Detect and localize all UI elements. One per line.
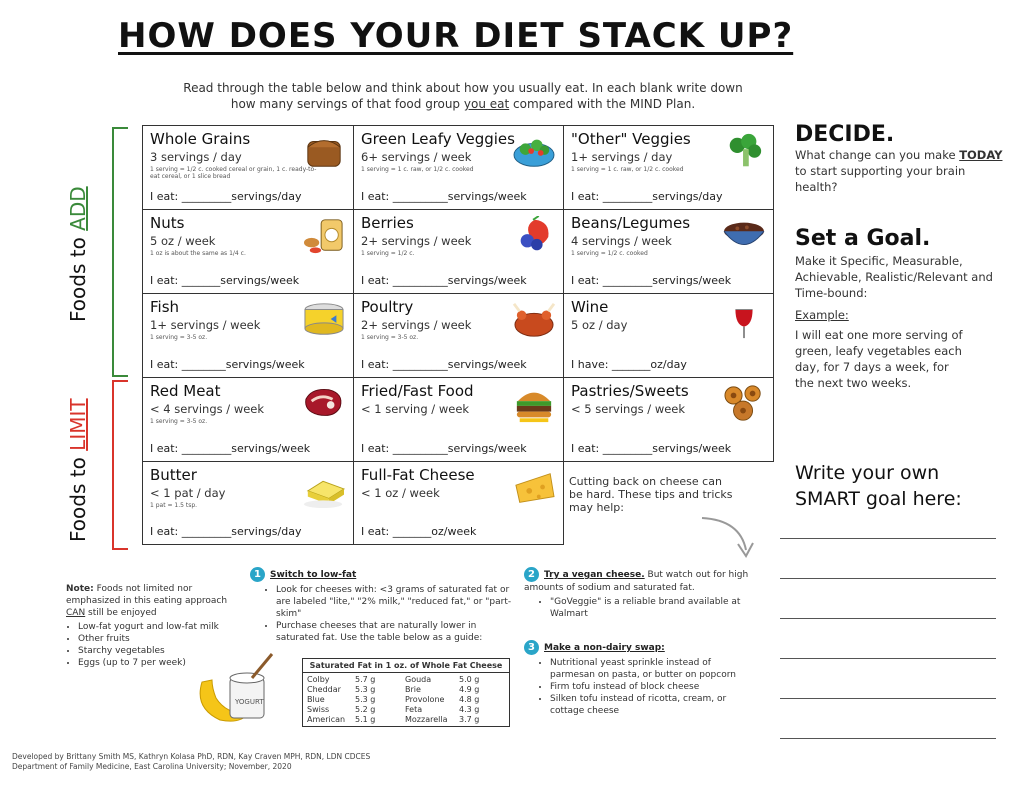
table-header: Saturated Fat in 1 oz. of Whole Fat Cheese xyxy=(303,659,509,673)
cheese-name: Gouda xyxy=(405,675,432,684)
intake-blank[interactable]: I eat: __________servings/week xyxy=(361,190,527,203)
note-item: • Starchy vegetables xyxy=(78,645,236,657)
food-cell xyxy=(142,209,354,294)
cheese-name: Blue xyxy=(307,695,325,704)
intake-blank[interactable]: I eat: _________servings/day xyxy=(571,190,723,203)
food-name: Fried/Fast Food xyxy=(361,382,474,400)
food-cell xyxy=(353,125,564,210)
serving-equivalent: 1 serving = 3-5 oz. xyxy=(150,418,208,425)
food-name: "Other" Veggies xyxy=(571,130,691,148)
intake-blank[interactable]: I eat: _________servings/day xyxy=(150,190,302,203)
cheese-name: Cheddar xyxy=(307,685,341,694)
cheese-name: Brie xyxy=(405,685,421,694)
butter-icon xyxy=(301,468,347,508)
broccoli-icon xyxy=(721,132,767,172)
food-name: Poultry xyxy=(361,298,414,316)
food-cell xyxy=(353,377,564,462)
intake-blank[interactable]: I eat: _________servings/week xyxy=(571,274,732,287)
serving-target: < 1 serving / week xyxy=(361,402,470,416)
serving-target: < 1 pat / day xyxy=(150,486,226,500)
serving-target: 2+ servings / week xyxy=(361,234,472,248)
serving-target: 6+ servings / week xyxy=(361,150,472,164)
sat-fat-value: 4.8 g xyxy=(459,695,480,704)
intake-blank[interactable]: I eat: __________servings/week xyxy=(361,442,527,455)
fish-can-icon xyxy=(301,300,347,340)
intake-blank[interactable]: I eat: ________servings/week xyxy=(150,358,305,371)
goal-line[interactable] xyxy=(780,538,996,539)
food-name: Beans/Legumes xyxy=(571,214,691,232)
page-title: HOW DOES YOUR DIET STACK UP? xyxy=(118,16,794,56)
intake-blank[interactable]: I have: _______oz/day xyxy=(571,358,687,371)
cheese-name: Swiss xyxy=(307,705,330,714)
berries-icon xyxy=(511,216,557,256)
food-grid xyxy=(142,125,774,545)
tip-1: 1 Switch to low-fat • Look for cheeses with: <3 grams of saturated fat or are labeled "lite," "2% milk," "reduced fat," or "part-skim" • Purchase cheeses that are naturally lower in saturated fat. Use the table below as a guide: xyxy=(250,567,518,644)
goal-line[interactable] xyxy=(780,698,996,699)
beans-icon xyxy=(721,216,767,256)
goal-line[interactable] xyxy=(780,738,996,739)
note-item: • Low-fat yogurt and low-fat milk xyxy=(78,621,236,633)
cheese-name: Provolone xyxy=(405,695,445,704)
food-cell xyxy=(142,461,354,545)
example-label: Example: xyxy=(795,308,849,322)
food-cell xyxy=(142,125,354,210)
limit-bracket xyxy=(112,380,128,550)
food-cell xyxy=(142,293,354,378)
goal-text: Make it Specific, Measurable, Achievable, Realistic/Relevant and Time-bound: xyxy=(795,254,993,300)
serving-equivalent: 1 serving = 1/2 c. xyxy=(361,250,415,257)
serving-equivalent: 1 serving = 3-5 oz. xyxy=(361,334,419,341)
sat-fat-value: 5.2 g xyxy=(355,705,376,714)
cheese-name: American xyxy=(307,715,346,724)
food-cell xyxy=(563,293,774,378)
goal-title: Set a Goal. xyxy=(795,226,931,251)
goal-line[interactable] xyxy=(780,618,996,619)
food-cell xyxy=(353,293,564,378)
decide-section xyxy=(795,122,1005,195)
food-name: Full-Fat Cheese xyxy=(361,466,475,484)
food-name: Wine xyxy=(571,298,609,316)
decide-title: DECIDE. xyxy=(795,122,895,147)
pastry-icon xyxy=(721,384,767,424)
saturated-fat-table xyxy=(302,658,510,727)
food-cell xyxy=(563,125,774,210)
tip-number: 2 xyxy=(524,567,539,582)
serving-target: 2+ servings / week xyxy=(361,318,472,332)
tip-3: 3 Make a non-dairy swap: • Nutritional yeast sprinkle instead of parmesan on pasta, or butter on popcorn • Firm tofu instead of block cheese • Silken tofu instead of ricotta, cream, or cottage cheese xyxy=(524,640,749,717)
example-text: I will eat one more serving of green, leafy vegetables each day, for 7 days a week, for the next two weeks. xyxy=(795,328,963,390)
sat-fat-value: 5.7 g xyxy=(355,675,376,684)
food-name: Whole Grains xyxy=(150,130,251,148)
intake-blank[interactable]: I eat: __________servings/week xyxy=(361,274,527,287)
add-bracket xyxy=(112,127,128,377)
goal-line[interactable] xyxy=(780,578,996,579)
write-goal-heading: Write your own SMART goal here: xyxy=(795,462,962,510)
serving-target: < 4 servings / week xyxy=(150,402,265,416)
serving-equivalent: 1 oz is about the same as 1/4 c. xyxy=(150,250,246,257)
serving-target: 1+ servings / day xyxy=(571,150,673,164)
burger-icon xyxy=(511,384,557,424)
goal-line[interactable] xyxy=(780,658,996,659)
cheese-name: Mozzarella xyxy=(405,715,448,724)
serving-target: 4 servings / week xyxy=(571,234,672,248)
foods-to-limit-label: Foods to LIMIT xyxy=(66,398,90,542)
food-cell xyxy=(563,209,774,294)
serving-target: 5 oz / week xyxy=(150,234,216,248)
food-name: Butter xyxy=(150,466,197,484)
food-name: Nuts xyxy=(150,214,185,232)
nuts-icon xyxy=(301,216,347,256)
serving-target: < 1 oz / week xyxy=(361,486,440,500)
serving-equivalent: 1 serving = 1/2 c. cooked cereal or grain, 1 c. ready-to-eat cereal, or 1 slice bread xyxy=(150,166,317,180)
food-name: Berries xyxy=(361,214,414,232)
decide-text: What change can you make TODAY to start supporting your brain health? xyxy=(795,148,1003,194)
intake-blank[interactable]: I eat: _________servings/day xyxy=(150,525,302,538)
intake-blank[interactable]: I eat: _________servings/week xyxy=(150,442,311,455)
serving-target: 5 oz / day xyxy=(571,318,628,332)
intake-blank[interactable]: I eat: __________servings/week xyxy=(361,358,527,371)
wine-icon xyxy=(721,300,767,340)
serving-equivalent: 1 serving = 3-5 oz. xyxy=(150,334,208,341)
tip-number: 3 xyxy=(524,640,539,655)
credit: Developed by Brittany Smith MS, Kathryn Kolasa PhD, RDN, Kay Craven MPH, RDN, LDN CDCES Department of Family Medicine, East Carolina University; November, 2020 xyxy=(12,752,371,771)
food-cell xyxy=(142,377,354,462)
cheese-tip-text: Cutting back on cheese can be hard. These tips and tricks may help: xyxy=(569,475,733,514)
food-cell xyxy=(353,461,564,545)
intake-blank[interactable]: I eat: _________servings/week xyxy=(571,442,732,455)
sat-fat-value: 5.0 g xyxy=(459,675,480,684)
sat-fat-value: 5.1 g xyxy=(355,715,376,724)
svg-text:YOGURT: YOGURT xyxy=(235,698,264,706)
intro-text: Read through the table below and think about how you usually eat. In each blank write down how many servings of that food group you eat compared with the MIND Plan. xyxy=(183,81,743,111)
food-name: Fish xyxy=(150,298,180,316)
intake-blank[interactable]: I eat: _______servings/week xyxy=(150,274,300,287)
arrow-icon xyxy=(700,500,760,562)
sat-fat-value: 3.7 g xyxy=(459,715,480,724)
serving-equivalent: 1 serving = 1 c. raw, or 1/2 c. cooked xyxy=(571,166,684,173)
serving-equivalent: 1 serving = 1 c. raw, or 1/2 c. cooked xyxy=(361,166,474,173)
sat-fat-value: 5.3 g xyxy=(355,695,376,704)
serving-equivalent: 1 pat = 1.5 tsp. xyxy=(150,502,198,509)
food-name: Pastries/Sweets xyxy=(571,382,689,400)
serving-target: 1+ servings / week xyxy=(150,318,261,332)
yogurt-banana-icon xyxy=(190,652,280,724)
food-cell xyxy=(353,209,564,294)
turkey-icon xyxy=(511,300,557,340)
note-item: • Other fruits xyxy=(78,633,236,645)
intake-blank[interactable]: I eat: _______oz/week xyxy=(361,525,477,538)
goal-section xyxy=(795,226,1005,391)
food-cell xyxy=(563,377,774,462)
sat-fat-value: 4.9 g xyxy=(459,685,480,694)
bread-icon xyxy=(301,132,347,172)
salad-icon xyxy=(511,132,557,172)
cheese-icon xyxy=(511,468,557,508)
food-name: Green Leafy Veggies xyxy=(361,130,515,148)
steak-icon xyxy=(301,384,347,424)
cheese-name: Feta xyxy=(405,705,423,714)
foods-to-add-label: Foods to ADD xyxy=(66,186,90,322)
sat-fat-value: 4.3 g xyxy=(459,705,480,714)
tip-2: 2 Try a vegan cheese. But watch out for high amounts of sodium and saturated fat. • "GoVeggie" is a reliable brand available at Walmart xyxy=(524,567,749,620)
note-section: Note: Foods not limited nor emphasized in this eating approach CAN still be enjoyed • Low-fat yogurt and low-fat milk • Other fruits • Starchy vegetables • Eggs (up to 7 per week) xyxy=(66,583,236,669)
tip-number: 1 xyxy=(250,567,265,582)
food-name: Red Meat xyxy=(150,382,221,400)
serving-target: 3 servings / day xyxy=(150,150,242,164)
serving-equivalent: 1 serving = 1/2 c. cooked xyxy=(571,250,648,257)
note-item: • Eggs (up to 7 per week) xyxy=(78,657,236,669)
serving-target: < 5 servings / week xyxy=(571,402,686,416)
sat-fat-value: 5.3 g xyxy=(355,685,376,694)
cheese-name: Colby xyxy=(307,675,330,684)
